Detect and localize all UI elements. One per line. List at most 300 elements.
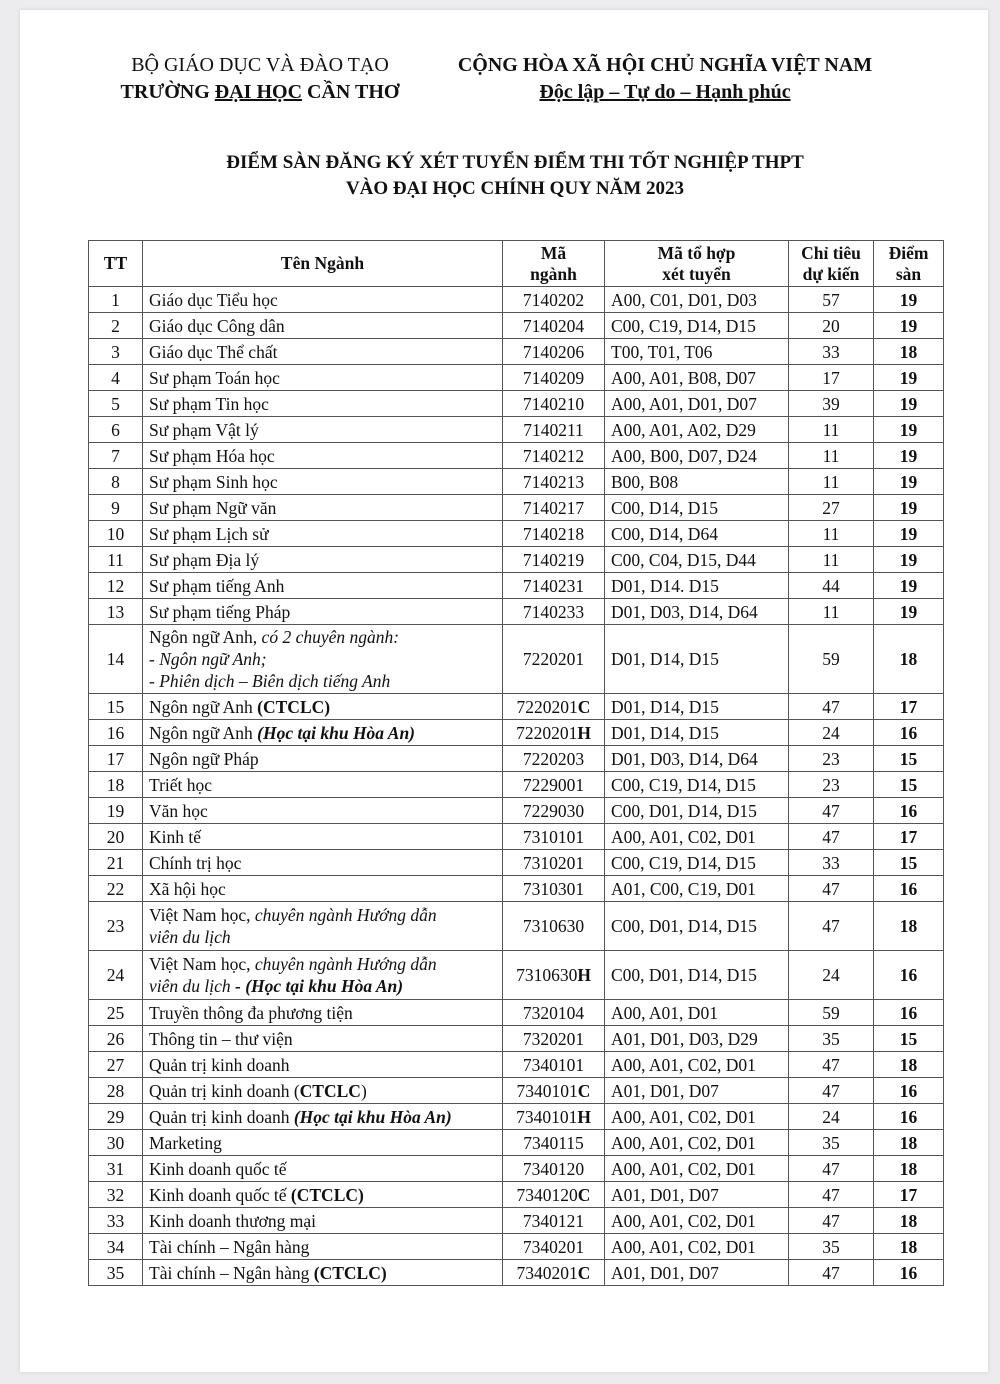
column-header-quota — [789, 241, 874, 287]
cell-major-code — [503, 772, 605, 798]
cell-floor-score: 18 — [874, 625, 944, 694]
major-code-suffix: C — [577, 1080, 591, 1101]
cell-major-code — [503, 313, 605, 339]
cell-quota: 47 — [789, 902, 874, 951]
cell-tt: 22 — [89, 876, 143, 902]
table-row — [89, 547, 944, 573]
table-row — [89, 720, 944, 746]
major-code: 7340101 — [522, 1054, 585, 1075]
cell-tt: 30 — [89, 1130, 143, 1156]
cell-subject-combo: C00, D14, D15 — [605, 495, 789, 521]
major-name-segment: Sư phạm Lịch sử — [149, 523, 269, 544]
cell-major-code — [503, 599, 605, 625]
cell-major-name — [143, 746, 503, 772]
major-name-segment: Giáo dục Thể chất — [149, 341, 278, 362]
major-code-suffix: C — [577, 1184, 591, 1205]
column-header-combo — [605, 241, 789, 287]
cell-subject-combo: T00, T01, T06 — [605, 339, 789, 365]
table-row — [89, 772, 944, 798]
cell-tt: 16 — [89, 720, 143, 746]
table-row — [89, 1052, 944, 1078]
cell-major-code — [503, 365, 605, 391]
cell-quota: 39 — [789, 391, 874, 417]
cell-subject-combo: D01, D14, D15 — [605, 720, 789, 746]
major-name-segment: Giáo dục Tiểu học — [149, 289, 278, 310]
cell-major-name — [143, 824, 503, 850]
cell-major-code — [503, 339, 605, 365]
major-name-segment: Ngôn ngữ Anh — [149, 696, 258, 717]
cell-quota: 47 — [789, 1052, 874, 1078]
major-code: 7310201 — [522, 852, 585, 873]
cell-tt: 26 — [89, 1026, 143, 1052]
cell-subject-combo: C00, C19, D14, D15 — [605, 850, 789, 876]
cell-subject-combo: A00, C01, D01, D03 — [605, 287, 789, 313]
table-row — [89, 443, 944, 469]
cell-quota: 11 — [789, 417, 874, 443]
table-row — [89, 287, 944, 313]
major-name-segment: Quản trị kinh doanh — [149, 1054, 290, 1075]
major-code: 7340201 — [522, 1236, 585, 1257]
major-code-suffix: C — [577, 696, 591, 717]
table-row — [89, 469, 944, 495]
table-row — [89, 1078, 944, 1104]
cell-major-code — [503, 798, 605, 824]
cell-subject-combo: C00, D14, D64 — [605, 521, 789, 547]
table-row — [89, 313, 944, 339]
cell-major-name — [143, 1078, 503, 1104]
cell-tt: 35 — [89, 1260, 143, 1286]
cell-tt: 20 — [89, 824, 143, 850]
major-code: 7310630 — [522, 916, 585, 936]
cell-quota: 47 — [789, 798, 874, 824]
cell-quota: 33 — [789, 339, 874, 365]
table-body — [89, 287, 944, 1286]
cell-quota: 11 — [789, 443, 874, 469]
major-code: 7140204 — [522, 315, 585, 336]
cell-tt: 14 — [89, 625, 143, 694]
cell-tt: 18 — [89, 772, 143, 798]
cell-major-name — [143, 443, 503, 469]
document-title-line1: ĐIỂM SÀN ĐĂNG KÝ XÉT TUYỂN ĐIỂM THI TỐT NGHIỆP THPT — [226, 152, 804, 173]
cell-major-name — [143, 547, 503, 573]
table-row — [89, 876, 944, 902]
cell-tt: 34 — [89, 1234, 143, 1260]
cell-major-name — [143, 287, 503, 313]
cell-subject-combo: A00, A01, C02, D01 — [605, 1234, 789, 1260]
cell-major-code — [503, 850, 605, 876]
cell-major-name — [143, 1260, 503, 1286]
major-code: 7140211 — [523, 419, 584, 440]
cell-floor-score: 16 — [874, 1260, 944, 1286]
major-code: 7220203 — [522, 748, 585, 769]
column-header-code — [503, 241, 605, 287]
major-name-segment: Ngôn ngữ Anh — [149, 722, 258, 743]
table-row — [89, 850, 944, 876]
major-code: 7140218 — [522, 523, 585, 544]
cell-quota: 11 — [789, 599, 874, 625]
cell-major-code — [503, 902, 605, 951]
major-name-segment: - Phiên dịch – Biên dịch tiếng Anh — [149, 671, 391, 691]
cell-major-code — [503, 1208, 605, 1234]
table-header-row — [89, 241, 944, 287]
cell-subject-combo: B00, B08 — [605, 469, 789, 495]
cell-subject-combo: C00, C04, D15, D44 — [605, 547, 789, 573]
cell-subject-combo: C00, D01, D14, D15 — [605, 902, 789, 951]
cell-quota: 47 — [789, 694, 874, 720]
cell-subject-combo: A00, A01, D01, D07 — [605, 391, 789, 417]
column-header-name: Tên Ngành — [143, 241, 503, 287]
cell-subject-combo: D01, D03, D14, D64 — [605, 746, 789, 772]
cell-floor-score: 17 — [874, 694, 944, 720]
cell-subject-combo: C00, C19, D14, D15 — [605, 313, 789, 339]
table-row — [89, 339, 944, 365]
cell-major-name — [143, 599, 503, 625]
major-name-segment: Kinh doanh thương mại — [149, 1210, 316, 1231]
cell-major-code — [503, 1052, 605, 1078]
admission-score-table — [88, 240, 944, 1286]
column-header-score-line1: Điểm — [888, 242, 929, 263]
major-code: 7220201 — [516, 696, 578, 717]
cell-major-name — [143, 1182, 503, 1208]
cell-tt: 1 — [89, 287, 143, 313]
major-name-segment: Triết học — [149, 774, 213, 795]
major-name-segment: Quản trị kinh doanh ( — [149, 1080, 300, 1101]
cell-quota: 44 — [789, 573, 874, 599]
cell-floor-score: 18 — [874, 1234, 944, 1260]
table-row — [89, 951, 944, 1000]
column-header-score-line2: sàn — [895, 263, 922, 284]
cell-floor-score: 15 — [874, 772, 944, 798]
table-row — [89, 1234, 944, 1260]
cell-floor-score: 15 — [874, 746, 944, 772]
major-name-segment: chuyên ngành Hướng dẫn — [254, 954, 437, 974]
cell-tt: 8 — [89, 469, 143, 495]
cell-quota: 47 — [789, 1208, 874, 1234]
table-row — [89, 1104, 944, 1130]
major-code-suffix: C — [577, 1262, 591, 1283]
cell-major-name — [143, 495, 503, 521]
table-row — [89, 824, 944, 850]
cell-major-name — [143, 1130, 503, 1156]
cell-quota: 24 — [789, 1104, 874, 1130]
cell-major-name — [143, 772, 503, 798]
cell-major-code — [503, 391, 605, 417]
national-name: CỘNG HÒA XÃ HỘI CHỦ NGHĨA VIỆT NAM — [457, 54, 873, 76]
cell-subject-combo: A01, D01, D07 — [605, 1260, 789, 1286]
cell-subject-combo: C00, D01, D14, D15 — [605, 798, 789, 824]
major-name-segment: (CTCLC) — [257, 696, 331, 717]
cell-tt: 7 — [89, 443, 143, 469]
table-row — [89, 746, 944, 772]
major-code: 7140202 — [522, 289, 585, 310]
table-row — [89, 495, 944, 521]
cell-major-code — [503, 625, 605, 694]
cell-major-code — [503, 287, 605, 313]
cell-quota: 24 — [789, 951, 874, 1000]
column-header-code-line1: Mã — [540, 242, 567, 263]
cell-quota: 47 — [789, 1156, 874, 1182]
cell-quota: 47 — [789, 1078, 874, 1104]
major-code: 7220201 — [516, 722, 578, 743]
cell-major-code — [503, 824, 605, 850]
cell-major-name — [143, 339, 503, 365]
cell-subject-combo: A00, A01, C02, D01 — [605, 1156, 789, 1182]
cell-major-code — [503, 951, 605, 1000]
cell-tt: 3 — [89, 339, 143, 365]
cell-tt: 31 — [89, 1156, 143, 1182]
cell-subject-combo: A00, A01, C02, D01 — [605, 1052, 789, 1078]
table-row — [89, 391, 944, 417]
major-name-segment: Việt Nam học, — [149, 954, 255, 974]
table-row — [89, 1208, 944, 1234]
cell-major-name — [143, 625, 503, 694]
cell-major-code — [503, 495, 605, 521]
cell-floor-score: 19 — [874, 443, 944, 469]
cell-tt: 15 — [89, 694, 143, 720]
cell-tt: 19 — [89, 798, 143, 824]
cell-floor-score: 15 — [874, 1026, 944, 1052]
major-code: 7310101 — [522, 826, 585, 847]
cell-floor-score: 17 — [874, 1182, 944, 1208]
cell-floor-score: 19 — [874, 365, 944, 391]
cell-quota: 23 — [789, 772, 874, 798]
major-name-segment: - Ngôn ngữ Anh; — [149, 649, 267, 669]
major-name-segment: chuyên ngành Hướng dẫn — [254, 905, 437, 925]
cell-subject-combo: C00, D01, D14, D15 — [605, 951, 789, 1000]
cell-quota: 11 — [789, 469, 874, 495]
major-code: 7140231 — [522, 575, 585, 596]
cell-major-code — [503, 1260, 605, 1286]
table-row — [89, 1026, 944, 1052]
cell-tt: 11 — [89, 547, 143, 573]
cell-tt: 27 — [89, 1052, 143, 1078]
cell-major-name — [143, 951, 503, 1000]
major-code: 7340120 — [516, 1184, 578, 1205]
major-name-segment: Tài chính – Ngân hàng — [149, 1262, 314, 1283]
cell-quota: 17 — [789, 365, 874, 391]
cell-major-name — [143, 1026, 503, 1052]
university-name-prefix: TRƯỜNG — [120, 81, 215, 103]
major-code-suffix: H — [577, 965, 591, 985]
column-header-combo-line1: Mã tổ hợp — [657, 242, 736, 263]
major-name-segment: Chính trị học — [149, 852, 242, 873]
column-header-quota-line2: dự kiến — [802, 263, 860, 284]
major-code: 7220201 — [522, 649, 585, 669]
cell-tt: 10 — [89, 521, 143, 547]
major-code: 7320104 — [522, 1002, 585, 1023]
cell-floor-score: 19 — [874, 287, 944, 313]
cell-major-name — [143, 573, 503, 599]
cell-major-name — [143, 876, 503, 902]
cell-subject-combo: A00, A01, C02, D01 — [605, 1208, 789, 1234]
cell-quota: 11 — [789, 521, 874, 547]
table-row — [89, 694, 944, 720]
cell-quota: 11 — [789, 547, 874, 573]
cell-quota: 47 — [789, 876, 874, 902]
cell-tt: 6 — [89, 417, 143, 443]
major-name-segment: viên du lịch — [149, 927, 231, 947]
cell-major-code — [503, 521, 605, 547]
cell-subject-combo: C00, C19, D14, D15 — [605, 772, 789, 798]
cell-floor-score: 16 — [874, 798, 944, 824]
column-header-combo-line2: xét tuyển — [662, 263, 731, 284]
cell-tt: 17 — [89, 746, 143, 772]
major-name-segment: Sư phạm Hóa học — [149, 445, 275, 466]
cell-floor-score: 19 — [874, 599, 944, 625]
cell-tt: 23 — [89, 902, 143, 951]
cell-subject-combo: D01, D14, D15 — [605, 694, 789, 720]
table-row — [89, 417, 944, 443]
cell-major-code — [503, 746, 605, 772]
cell-floor-score: 19 — [874, 573, 944, 599]
cell-floor-score: 18 — [874, 1156, 944, 1182]
cell-major-code — [503, 573, 605, 599]
major-name-segment: Sư phạm Tin học — [149, 393, 269, 414]
cell-floor-score: 15 — [874, 850, 944, 876]
major-name-segment: Sư phạm tiếng Anh — [149, 575, 285, 596]
cell-quota: 33 — [789, 850, 874, 876]
national-header — [430, 52, 900, 106]
major-name-segment: - (Học tại khu Hòa An) — [235, 976, 404, 996]
cell-floor-score: 16 — [874, 720, 944, 746]
cell-floor-score: 16 — [874, 1000, 944, 1026]
table-row — [89, 521, 944, 547]
cell-subject-combo: A00, B00, D07, D24 — [605, 443, 789, 469]
column-header-quota-line1: Chỉ tiêu — [801, 242, 861, 263]
cell-subject-combo: A00, A01, C02, D01 — [605, 1130, 789, 1156]
cell-subject-combo: A00, A01, D01 — [605, 1000, 789, 1026]
cell-quota: 47 — [789, 824, 874, 850]
cell-subject-combo: D01, D14, D15 — [605, 625, 789, 694]
cell-floor-score: 16 — [874, 1078, 944, 1104]
table-row — [89, 1130, 944, 1156]
cell-major-name — [143, 365, 503, 391]
cell-tt: 32 — [89, 1182, 143, 1208]
major-code: 7140212 — [522, 445, 585, 466]
cell-major-name — [143, 850, 503, 876]
cell-subject-combo: A01, C00, C19, D01 — [605, 876, 789, 902]
cell-floor-score: 18 — [874, 1208, 944, 1234]
major-name-segment: (Học tại khu Hòa An) — [257, 722, 416, 743]
cell-floor-score: 19 — [874, 417, 944, 443]
cell-major-name — [143, 902, 503, 951]
major-name-segment: Ngôn ngữ Pháp — [149, 748, 259, 769]
major-code: 7140233 — [522, 601, 585, 622]
table-row — [89, 798, 944, 824]
table-row — [89, 1156, 944, 1182]
cell-tt: 24 — [89, 951, 143, 1000]
major-name-segment: Xã hội học — [149, 878, 226, 899]
cell-quota: 59 — [789, 625, 874, 694]
cell-floor-score: 16 — [874, 951, 944, 1000]
cell-quota: 27 — [789, 495, 874, 521]
cell-quota: 57 — [789, 287, 874, 313]
cell-floor-score: 19 — [874, 469, 944, 495]
major-code: 7229001 — [522, 774, 585, 795]
cell-major-name — [143, 417, 503, 443]
cell-subject-combo: A01, D01, D07 — [605, 1078, 789, 1104]
cell-major-code — [503, 720, 605, 746]
cell-major-name — [143, 1000, 503, 1026]
cell-tt: 9 — [89, 495, 143, 521]
major-name-segment: Ngôn ngữ Anh, — [149, 627, 262, 647]
table-row — [89, 625, 944, 694]
cell-major-name — [143, 1156, 503, 1182]
table-row — [89, 365, 944, 391]
cell-major-name — [143, 1208, 503, 1234]
major-code: 7140219 — [522, 549, 585, 570]
table-row — [89, 902, 944, 951]
cell-major-code — [503, 1078, 605, 1104]
cell-major-code — [503, 694, 605, 720]
cell-floor-score: 17 — [874, 824, 944, 850]
university-name-underlined: ĐẠI HỌC — [214, 81, 303, 103]
cell-subject-combo: D01, D03, D14, D64 — [605, 599, 789, 625]
cell-quota: 35 — [789, 1234, 874, 1260]
cell-major-name — [143, 391, 503, 417]
cell-tt: 13 — [89, 599, 143, 625]
cell-quota: 23 — [789, 746, 874, 772]
cell-subject-combo: A01, D01, D07 — [605, 1182, 789, 1208]
cell-tt: 12 — [89, 573, 143, 599]
major-code: 7340115 — [523, 1132, 584, 1153]
major-name-segment: ) — [360, 1080, 367, 1101]
major-name-segment: Văn học — [149, 800, 208, 821]
major-code: 7340101 — [516, 1080, 578, 1101]
cell-tt: 5 — [89, 391, 143, 417]
major-code: 7320201 — [522, 1028, 585, 1049]
major-code-suffix: H — [577, 722, 591, 743]
major-name-segment: có 2 chuyên ngành: — [261, 627, 400, 647]
major-code: 7340201 — [516, 1262, 578, 1283]
major-name-segment: Sư phạm Địa lý — [149, 549, 260, 570]
major-name-segment: Sư phạm tiếng Pháp — [149, 601, 291, 622]
cell-floor-score: 19 — [874, 391, 944, 417]
table-row — [89, 573, 944, 599]
cell-tt: 4 — [89, 365, 143, 391]
major-name-segment: Giáo dục Công dân — [149, 315, 285, 336]
cell-floor-score: 18 — [874, 1130, 944, 1156]
major-code: 7340121 — [522, 1210, 585, 1231]
cell-major-name — [143, 798, 503, 824]
major-name-segment: Quản trị kinh doanh — [149, 1106, 294, 1127]
major-name-segment: Truyền thông đa phương tiện — [149, 1002, 353, 1023]
cell-major-code — [503, 1104, 605, 1130]
major-name-segment: (CTCLC) — [290, 1184, 364, 1205]
cell-major-name — [143, 1234, 503, 1260]
national-motto-text: Độc lập – Tự do – Hạnh phúc — [539, 81, 791, 103]
major-name-segment: Sư phạm Vật lý — [149, 419, 259, 440]
cell-major-name — [143, 720, 503, 746]
cell-floor-score: 19 — [874, 313, 944, 339]
cell-major-code — [503, 1234, 605, 1260]
cell-major-code — [503, 417, 605, 443]
cell-subject-combo: A00, A01, C02, D01 — [605, 824, 789, 850]
university-name-suffix: CẦN THƠ — [302, 81, 400, 103]
cell-major-name — [143, 469, 503, 495]
cell-major-code — [503, 469, 605, 495]
cell-quota: 59 — [789, 1000, 874, 1026]
cell-tt: 28 — [89, 1078, 143, 1104]
cell-major-code — [503, 1130, 605, 1156]
major-name-segment: Thông tin – thư viện — [149, 1028, 293, 1049]
major-name-segment: Marketing — [149, 1132, 222, 1153]
major-name-segment: Sư phạm Sinh học — [149, 471, 278, 492]
column-header-code-line2: ngành — [530, 263, 577, 284]
ministry-header — [95, 52, 425, 106]
major-name-segment: (Học tại khu Hòa An) — [293, 1106, 452, 1127]
cell-tt: 2 — [89, 313, 143, 339]
